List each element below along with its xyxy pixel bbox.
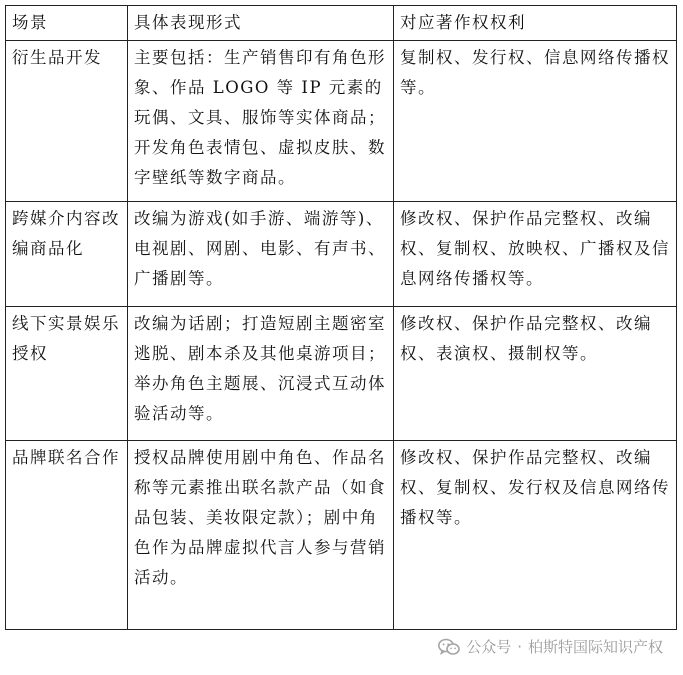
ip-rights-table xyxy=(5,5,677,630)
watermark-account: 柏斯特国际知识产权 xyxy=(527,638,663,656)
table-row xyxy=(6,202,677,307)
scene-cell: 品牌联名合作 xyxy=(6,441,128,630)
account-watermark xyxy=(434,634,667,659)
scene-cell: 衍生品开发 xyxy=(6,41,128,202)
rights-cell: 复制权、发行权、信息网络传播权等。 xyxy=(394,41,677,202)
wechat-icon xyxy=(438,638,460,656)
header-form: 具体表现形式 xyxy=(128,6,394,41)
scene-cell: 线下实景娱乐授权 xyxy=(6,307,128,441)
table-row xyxy=(6,41,677,202)
table-row xyxy=(6,441,677,630)
form-cell: 改编为话剧；打造短剧主题密室逃脱、剧本杀及其他桌游项目；举办角色主题展、沉浸式互动体验活动等。 xyxy=(128,307,394,441)
header-scene: 场景 xyxy=(6,6,128,41)
form-cell: 改编为游戏(如手游、端游等)、电视剧、网剧、电影、有声书、广播剧等。 xyxy=(128,202,394,307)
form-cell: 主要包括：生产销售印有角色形象、作品 LOGO 等 IP 元素的玩偶、文具、服饰等实体商品；开发角色表情包、虚拟皮肤、数字壁纸等数字商品。 xyxy=(128,41,394,202)
watermark-separator: · xyxy=(517,637,522,656)
rights-cell: 修改权、保护作品完整权、改编权、复制权、发行权及信息网络传播权等。 xyxy=(394,441,677,630)
header-rights: 对应著作权权利 xyxy=(394,6,677,41)
rights-cell: 修改权、保护作品完整权、改编权、复制权、放映权、广播权及信息网络传播权等。 xyxy=(394,202,677,307)
table-header-row xyxy=(6,6,677,41)
scene-cell: 跨媒介内容改编商品化 xyxy=(6,202,128,307)
watermark-label: 公众号 xyxy=(466,638,512,656)
form-cell: 授权品牌使用剧中角色、作品名称等元素推出联名款产品（如食品包装、美妆限定款）；剧中角色作为品牌虚拟代言人参与营销活动。 xyxy=(128,441,394,630)
table-row xyxy=(6,307,677,441)
rights-cell: 修改权、保护作品完整权、改编权、表演权、摄制权等。 xyxy=(394,307,677,441)
